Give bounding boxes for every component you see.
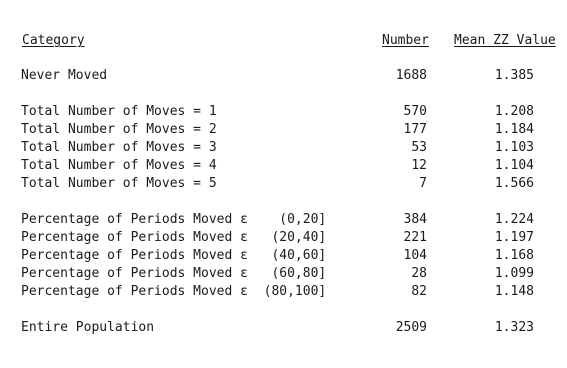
table-row [0, 103, 567, 121]
table-row [0, 211, 567, 229]
row-number: 384 [403, 212, 427, 227]
row-mean-zz: 1.148 [494, 284, 534, 299]
row-label: Never Moved [21, 68, 108, 83]
table-row [0, 265, 567, 283]
row-label: Percentage of Periods Moved ε (40,60] [21, 248, 327, 263]
row-number: 221 [403, 230, 427, 245]
row-number: 570 [403, 104, 427, 119]
row-number: 7 [419, 176, 427, 191]
row-mean-zz: 1.104 [494, 158, 534, 173]
header-mean-zz-value: Mean ZZ Value [454, 33, 556, 48]
table-row [0, 139, 567, 157]
row-label: Total Number of Moves = 1 [21, 104, 217, 119]
row-label: Entire Population [21, 320, 155, 335]
table-row [0, 121, 567, 139]
row-number: 53 [411, 140, 427, 155]
table-row [0, 175, 567, 193]
table-row [0, 229, 567, 247]
row-number: 2509 [395, 320, 427, 335]
table-row [0, 319, 567, 337]
row-label: Total Number of Moves = 3 [21, 140, 217, 155]
row-number: 104 [403, 248, 427, 263]
row-label: Percentage of Periods Moved ε (20,40] [21, 230, 327, 245]
row-label: Total Number of Moves = 2 [21, 122, 217, 137]
row-label: Total Number of Moves = 4 [21, 158, 217, 173]
row-number: 28 [411, 266, 427, 281]
row-mean-zz: 1.208 [494, 104, 534, 119]
table-row [0, 283, 567, 301]
row-mean-zz: 1.168 [494, 248, 534, 263]
header-category: Category [22, 33, 85, 48]
row-number: 1688 [395, 68, 427, 83]
row-label: Total Number of Moves = 5 [21, 176, 217, 191]
table-row [0, 247, 567, 265]
row-mean-zz: 1.099 [494, 266, 534, 281]
row-number: 177 [403, 122, 427, 137]
row-mean-zz: 1.103 [494, 140, 534, 155]
table-row [0, 67, 567, 85]
row-mean-zz: 1.197 [494, 230, 534, 245]
row-mean-zz: 1.184 [494, 122, 534, 137]
row-label: Percentage of Periods Moved ε (0,20] [21, 212, 327, 227]
row-mean-zz: 1.385 [494, 68, 534, 83]
row-label: Percentage of Periods Moved ε (80,100] [21, 284, 327, 299]
row-label: Percentage of Periods Moved ε (60,80] [21, 266, 327, 281]
row-mean-zz: 1.224 [494, 212, 534, 227]
table-row [0, 157, 567, 175]
row-mean-zz: 1.566 [494, 176, 534, 191]
row-mean-zz: 1.323 [494, 320, 534, 335]
header-number: Number [382, 33, 429, 48]
row-number: 12 [411, 158, 427, 173]
row-number: 82 [411, 284, 427, 299]
